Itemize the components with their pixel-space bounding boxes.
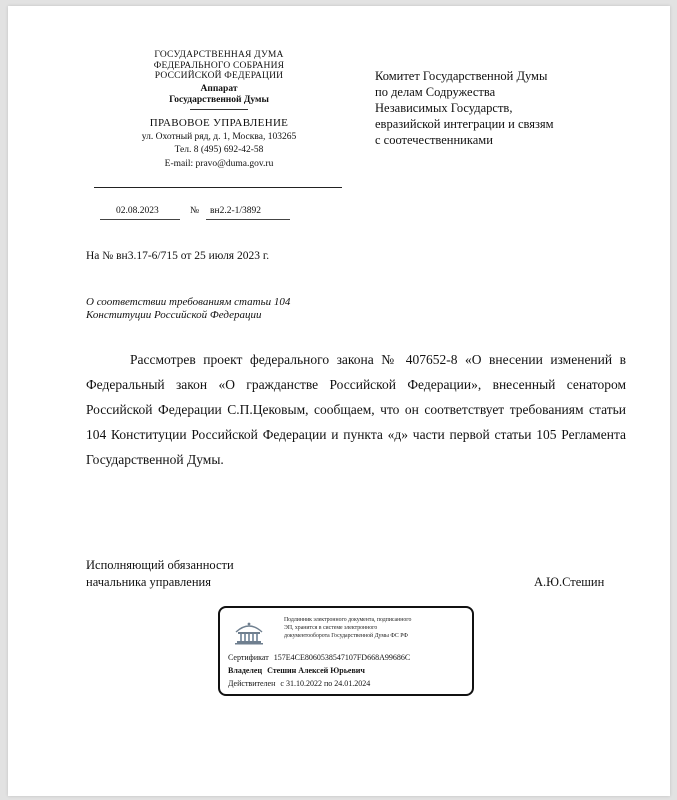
- position-line: Исполняющий обязанности: [86, 558, 234, 572]
- document-page: [8, 6, 670, 796]
- subject-line: О соответствии требованиям статьи 104: [86, 296, 291, 308]
- stamp-heading-line: ЭП, хранится в системе электронного: [284, 625, 378, 631]
- addressee-line: Независимых Государств,: [375, 101, 513, 115]
- date-underline: [100, 219, 180, 220]
- signatory-position: [86, 557, 234, 591]
- addressee-line: по делам Содружества: [375, 85, 496, 99]
- apparatus-name: Аппарат Государственной Думы: [169, 83, 269, 105]
- addressee-line: с соотечественниками: [375, 133, 493, 147]
- subject-line: Конституции Российской Федерации: [86, 309, 262, 321]
- department-name: ПРАВОВОЕ УПРАВЛЕНИЕ: [149, 116, 289, 129]
- valid-from-prefix: с: [280, 679, 284, 688]
- owner-row: [228, 666, 365, 675]
- e-signature-stamp: [218, 606, 474, 696]
- stamp-heading-line: Подлинник электронного документа, подписанного: [284, 617, 412, 623]
- valid-from-date: 31.10.2022: [285, 679, 322, 688]
- number-sign: №: [190, 206, 200, 216]
- valid-to-date: 24.01.2024: [334, 679, 371, 688]
- registration-number: вн2.2-1/3892: [210, 206, 261, 216]
- stamp-heading-line: документооборота Государственной Думы ФС РФ: [284, 633, 408, 639]
- owner-label: Владелец: [228, 666, 263, 675]
- registration-date: 02.08.2023: [116, 206, 159, 216]
- validity-row: [228, 679, 370, 688]
- organization-name: ГОСУДАРСТВЕННАЯ ДУМА ФЕДЕРАЛЬНОГО СОБРАНИЯ РОССИЙСКОЙ ФЕДЕРАЦИИ: [153, 50, 285, 81]
- letterhead-rule: [94, 187, 342, 188]
- certificate-row: [228, 653, 410, 662]
- addressee-line: евразийской интеграции и связям: [375, 117, 554, 131]
- number-underline: [206, 219, 290, 220]
- letterhead-divider: [190, 109, 248, 110]
- position-line: начальника управления: [86, 575, 211, 589]
- certificate-label: Сертификат: [228, 653, 269, 662]
- registration-line: [94, 206, 294, 220]
- signatory-name: А.Ю.Стешин: [534, 575, 605, 589]
- owner-value: Стешин Алексей Юрьевич: [267, 666, 365, 675]
- address-line: ул. Охотный ряд, д. 1, Москва, 103265: [141, 131, 297, 142]
- addressee-block: [375, 68, 645, 148]
- valid-label: Действителен: [228, 679, 276, 688]
- state-duma-emblem-icon: [232, 620, 266, 646]
- subject-block: [86, 296, 290, 322]
- certificate-value: 157E4CE8060538547107FD668A99686C: [273, 653, 411, 662]
- addressee-line: Комитет Государственной Думы: [375, 69, 548, 83]
- in-reference-line: На № вн3.17-6/715 от 25 июля 2023 г.: [86, 250, 270, 262]
- letterhead: [94, 50, 344, 170]
- phone-line: Тел. 8 (495) 692-42-58: [174, 145, 264, 155]
- letter-body: Рассмотрев проект федерального закона № 407652-8 «О внесении изменений в Федеральный закон «О гражданстве Российской Федерации», внесенный сенатором Российской Федерации С.П.Цековым, сообщаем, что он соответствует требованиям статьи 104 Конституции Российской Федерации и пункта «д» части первой статьи 105 Регламента Государственной Думы.: [86, 352, 626, 467]
- valid-to-prefix: по: [323, 679, 333, 688]
- stamp-heading: [284, 616, 464, 640]
- email-line: E-mail: pravo@duma.gov.ru: [164, 158, 274, 169]
